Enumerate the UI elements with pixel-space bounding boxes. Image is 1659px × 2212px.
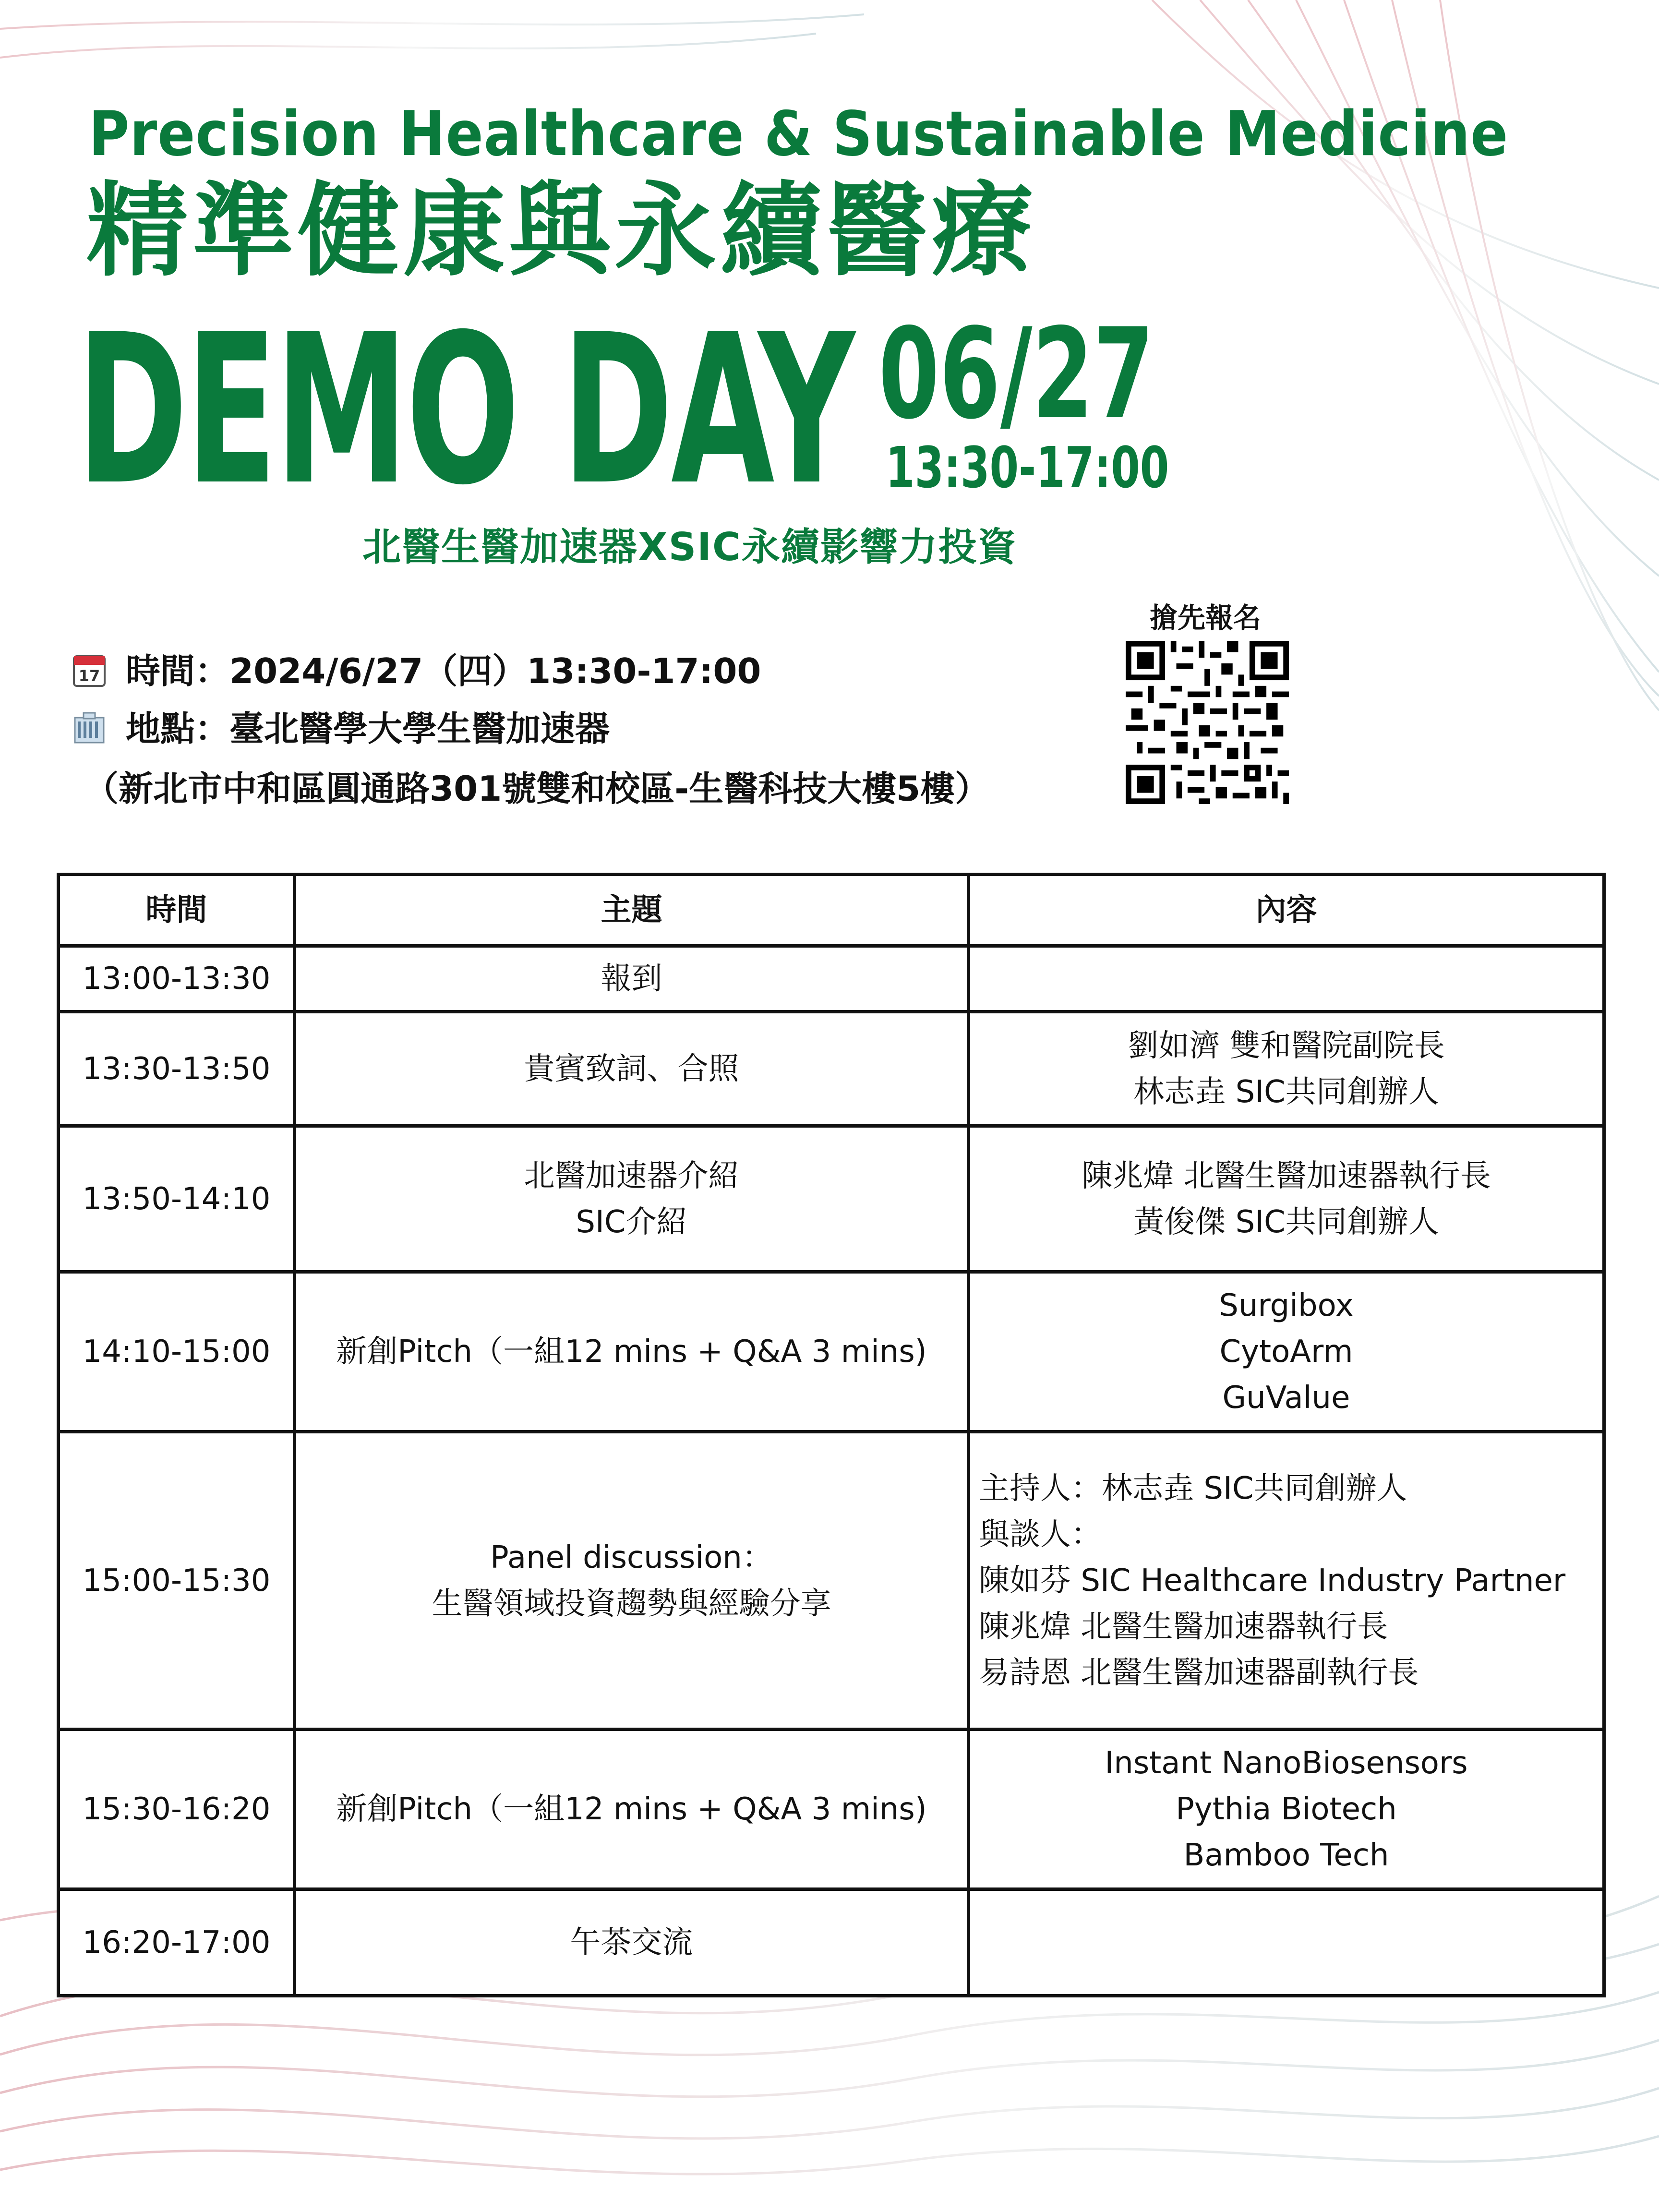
table-row: [59, 1012, 1604, 1126]
row-content: [969, 1126, 1604, 1272]
schedule-header-row: [59, 875, 1604, 946]
content-line: 陳兆煒 北醫生醫加速器執行長: [979, 1609, 1388, 1645]
info-place-text: 地點：臺北醫學大學生醫加速器: [126, 709, 610, 749]
topic-line: 新創Pitch（一組12 mins + Q&A 3 mins): [336, 1334, 927, 1370]
info-time-text: 時間：2024/6/27（四）13:30-17:00: [126, 651, 761, 691]
table-row: [59, 1126, 1604, 1272]
topic-line: 報到: [601, 961, 662, 997]
content-line: 黃俊傑 SIC共同創辦人: [1133, 1204, 1439, 1240]
row-content: [969, 1730, 1604, 1889]
content-line: 陳兆煒 北醫生醫加速器執行長: [1082, 1158, 1491, 1194]
row-content: [969, 946, 1604, 1012]
header-time: 時間: [59, 875, 295, 946]
row-time: 16:20-17:00: [59, 1889, 295, 1996]
topic-line: 新創Pitch（一組12 mins + Q&A 3 mins): [336, 1791, 927, 1827]
content-line: 與談人：: [979, 1516, 1102, 1552]
event-date: 06/27: [878, 302, 1154, 447]
topic-line: 生醫領域投資趨勢與經驗分享: [432, 1586, 831, 1622]
building-icon: [72, 711, 107, 745]
row-content: [969, 1272, 1604, 1432]
calendar-icon: [72, 653, 107, 688]
row-time: 15:00-15:30: [59, 1432, 295, 1730]
row-content: [969, 1432, 1604, 1730]
content-line: 林志垚 SIC共同創辦人: [1133, 1074, 1439, 1110]
content-line: 易詩恩 北醫生醫加速器副執行長: [979, 1655, 1419, 1691]
topic-line: 貴賓致詞、合照: [524, 1051, 739, 1087]
content-line: GuValue: [1222, 1380, 1350, 1416]
event-time: 13:30-17:00: [886, 434, 1169, 501]
row-topic: [295, 1730, 969, 1889]
row-topic: [295, 1889, 969, 1996]
content-line: 主持人：林志垚 SIC共同創辦人: [979, 1470, 1407, 1506]
title-chinese: 精準健康與永續醫療: [86, 171, 1037, 290]
info-time-row: [72, 643, 761, 693]
row-time: 13:30-13:50: [59, 1012, 295, 1126]
topic-line: SIC介紹: [576, 1204, 687, 1240]
info-address: （新北市中和區圓通路301號雙和校區-生醫科技大樓5樓）: [84, 769, 990, 809]
registration-qr-code[interactable]: [1126, 641, 1289, 804]
header-topic: 主題: [295, 875, 969, 946]
schedule-table: [57, 873, 1606, 1997]
table-row: [59, 1889, 1604, 1996]
row-content: [969, 1012, 1604, 1126]
table-row: [59, 1272, 1604, 1432]
table-row: [59, 946, 1604, 1012]
qr-label: 搶先報名: [1150, 601, 1262, 634]
row-time: 13:00-13:30: [59, 946, 295, 1012]
event-name: DEMO DAY: [77, 290, 853, 530]
table-row: [59, 1730, 1604, 1889]
row-topic: [295, 946, 969, 1012]
row-time: 14:10-15:00: [59, 1272, 295, 1432]
content-line: Pythia Biotech: [1176, 1791, 1397, 1827]
row-topic: [295, 1012, 969, 1126]
row-content: [969, 1889, 1604, 1996]
content-line: Surgibox: [1219, 1288, 1354, 1323]
topic-line: Panel discussion：: [490, 1539, 773, 1575]
content-line: Instant NanoBiosensors: [1105, 1745, 1468, 1781]
title-english: Precision Healthcare & Sustainable Medicine: [89, 98, 1509, 170]
row-topic: [295, 1126, 969, 1272]
row-time: 15:30-16:20: [59, 1730, 295, 1889]
row-time: 13:50-14:10: [59, 1126, 295, 1272]
content-line: CytoArm: [1219, 1334, 1353, 1370]
header-content: 內容: [969, 875, 1604, 946]
table-row: [59, 1432, 1604, 1730]
partners-line: 北醫生醫加速器XSIC永續影響力投資: [362, 525, 1017, 569]
row-topic: [295, 1272, 969, 1432]
topic-line: 午茶交流: [570, 1924, 693, 1960]
calendar-icon-day: 17: [78, 667, 100, 685]
topic-line: 北醫加速器介紹: [524, 1158, 739, 1194]
content-line: Bamboo Tech: [1183, 1838, 1389, 1873]
content-line: 劉如濟 雙和醫院副院長: [1128, 1028, 1445, 1064]
info-place-row: [72, 701, 610, 751]
row-topic: [295, 1432, 969, 1730]
content-line: 陳如芬 SIC Healthcare Industry Partner: [979, 1563, 1566, 1599]
